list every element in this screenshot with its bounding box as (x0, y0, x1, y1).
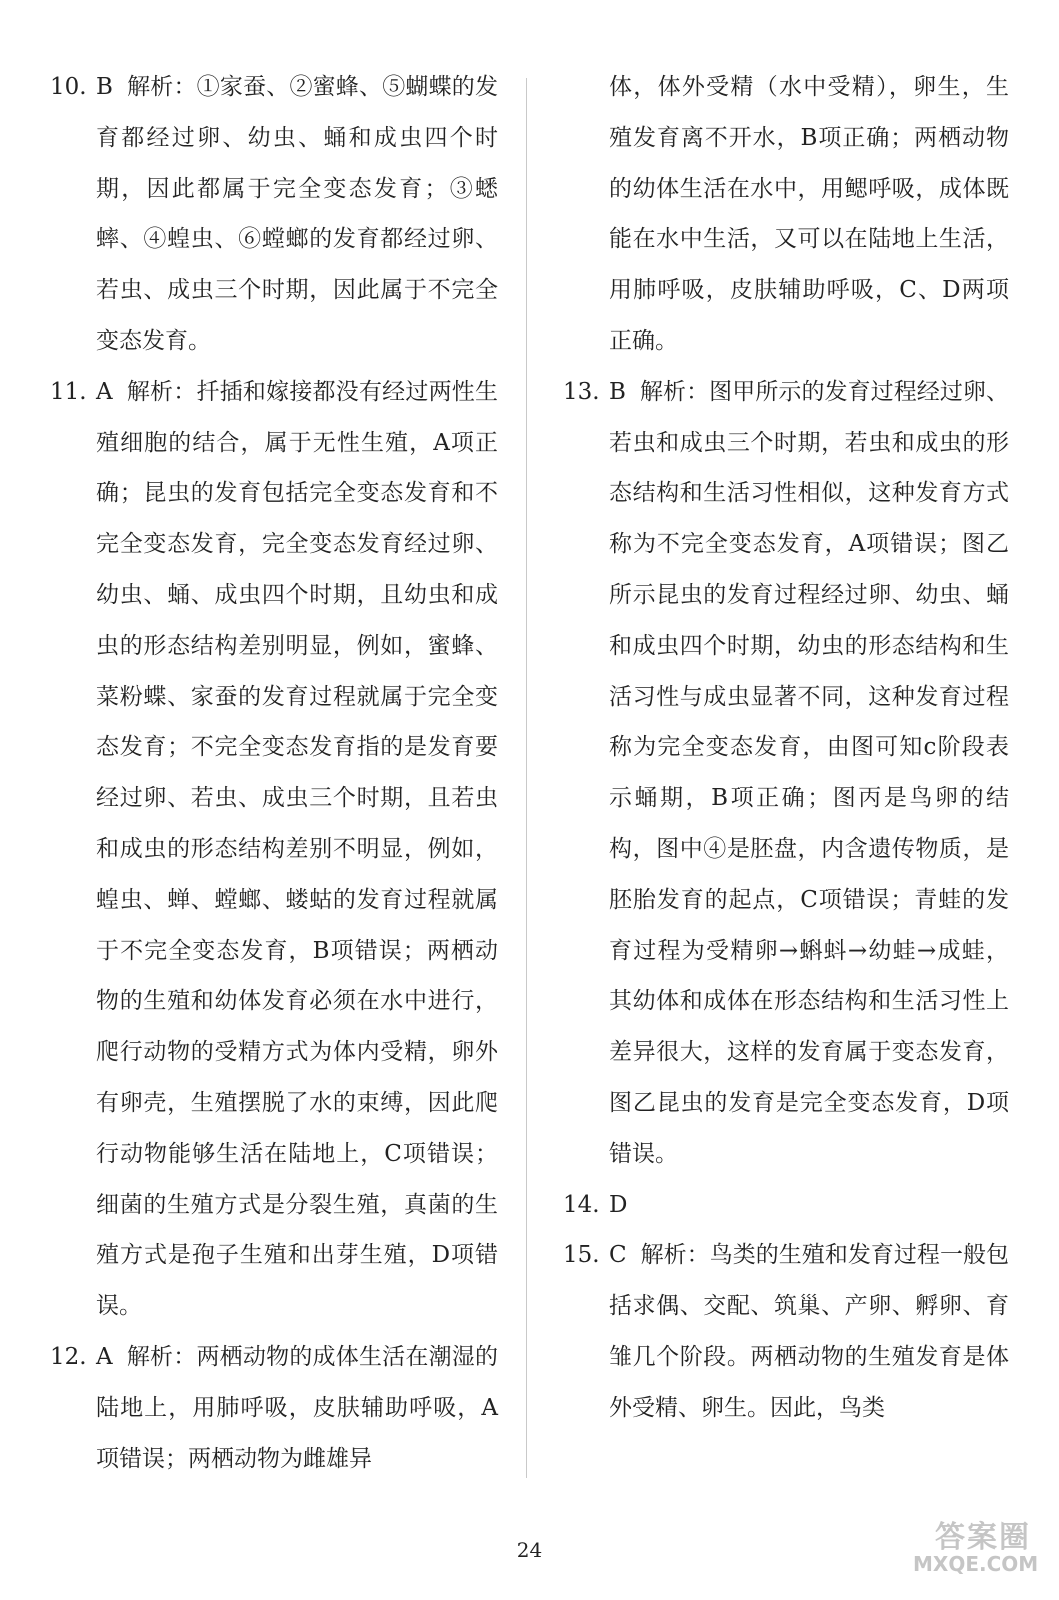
watermark-logo-text: 答案圈 (935, 1520, 1031, 1555)
left-column (50, 62, 498, 1484)
question-number: 11. (50, 378, 87, 405)
watermark-logo (909, 1512, 1039, 1582)
answer-letter: A (96, 378, 113, 405)
answer-letter: A (96, 1343, 113, 1370)
answer-item-13 (563, 367, 1009, 1180)
answer-letter: B (96, 74, 113, 100)
answer-item-11 (50, 367, 498, 1332)
question-number: 14. (563, 1191, 600, 1218)
column-divider (526, 78, 527, 1478)
watermark-url: MXQE.COM (913, 1552, 1039, 1576)
explanation-text: B 解析：①家蚕、②蜜蜂、⑤蝴蝶的发育都经过卵、幼虫、蛹和成虫四个时期，因此都属于完全变态发育；③蟋蟀、④蝗虫、⑥螳螂的发育都经过卵、若虫、成虫三个时期，因此属于不完全变态发育。 (96, 74, 498, 354)
answer-item-14 (563, 1180, 1009, 1231)
question-number: 15. (563, 1242, 600, 1269)
page-number: 24 (516, 1538, 543, 1562)
answer-item-12-continued: 体，体外受精（水中受精），卵生，生殖发育离不开水，B项正确；两栖动物的幼体生活在水中，用鳃呼吸，成体既能在水中生活，又可以在陆地上生活，用肺呼吸，皮肤辅助呼吸，C、D两项正确。 (609, 74, 1009, 354)
explanation-text (609, 1180, 1009, 1231)
answer-letter: B (609, 378, 626, 405)
explanation-text: B 解析：图甲所示的发育过程经过卵、若虫和成虫三个时期，若虫和成虫的形态结构和生活习性相似，这种发育方式称为不完全变态发育，A项错误；图乙所示昆虫的发育过程经过卵、幼虫、蛹和成虫四个时期，幼虫的形态结构和生活习性与成虫显著不同，这种发育过程称为完全变态发育，由图可知c阶段表示蛹期，B项正确；图丙是鸟卵的结构，图中④是胚盘，内含遗传物质，是胚胎发育的起点，C项错误；青蛙的发育过程为受精卵→蝌蚪→幼蛙→成蛙，其幼体和成体在形态结构和生活习性上差异很大，这样的发育属于变态发育，图乙昆虫的发育是完全变态发育，D项错误。 (609, 378, 1009, 1167)
answer-item-12 (50, 1332, 498, 1484)
explanation-text: C 解析：鸟类的生殖和发育过程一般包括求偶、交配、筑巢、产卵、孵卵、育雏几个阶段。两栖动物的生殖发育是体外受精、卵生。因此，鸟类 (609, 1242, 1009, 1421)
question-number: 10. (50, 74, 87, 100)
right-column (563, 62, 1009, 1434)
explanation-text: A 解析：两栖动物的成体生活在潮湿的陆地上，用肺呼吸，皮肤辅助呼吸，A项错误；两栖动物为雌雄异 (96, 1343, 498, 1472)
question-number: 13. (563, 378, 600, 405)
answer-item-15 (563, 1230, 1009, 1433)
explanation-text: A 解析：扦插和嫁接都没有经过两性生殖细胞的结合，属于无性生殖，A项正确；昆虫的发育包括完全变态发育和不完全变态发育，完全变态发育经过卵、幼虫、蛹、成虫四个时期，且幼虫和成虫的形态结构差别明显，例如，蜜蜂、菜粉蝶、家蚕的发育过程就属于完全变态发育；不完全变态发育指的是发育要经过卵、若虫、成虫三个时期，且若虫和成虫的形态结构差别不明显，例如，蝗虫、蝉、螳螂、蝼蛄的发育过程就属于不完全变态发育，B项错误；两栖动物的生殖和幼体发育必须在水中进行，爬行动物的受精方式为体内受精，卵外有卵壳，生殖摆脱了水的束缚，因此爬行动物能够生活在陆地上，C项错误；细菌的生殖方式是分裂生殖，真菌的生殖方式是孢子生殖和出芽生殖，D项错误。 (96, 378, 498, 1320)
answer-letter: D (609, 1191, 628, 1218)
question-number: 12. (50, 1343, 87, 1370)
answer-item-10 (50, 62, 498, 367)
answer-letter: C (609, 1242, 627, 1269)
